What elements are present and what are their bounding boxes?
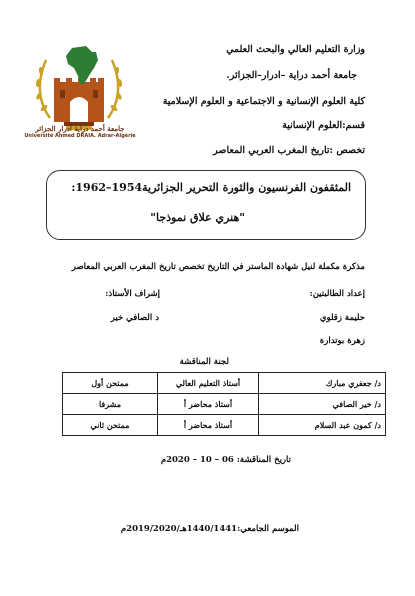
thesis-description: مذكرة مكملة لنيل شهادة الماستر في التاريخ تخصص تاريخ المغرب العربي المعاصر: [71, 262, 365, 272]
committee-member-role: مشرفا: [63, 394, 158, 415]
committee-member-rank: أستاذ محاضر أ: [158, 415, 259, 436]
table-row: [63, 415, 386, 436]
committee-member-name: د/ جعفري مبارك: [259, 373, 386, 394]
logo-name-arabic: جامعة أحمد دراية أدرار الجزائر: [35, 124, 125, 133]
thesis-title-box: [46, 170, 366, 240]
specialty-name: تخصص :تاريخ المغرب العربي المعاصر: [213, 145, 365, 156]
students-label: إعداد الطالبتين:: [309, 289, 365, 299]
committee-member-role: ممتحن أول: [63, 373, 158, 394]
ministry-name: وزارة التعليم العالي والبحث العلمي: [226, 44, 365, 55]
committee-member-name: د/ كمون عبد السلام: [259, 415, 386, 436]
supervisor-name: د الصافي خير: [110, 313, 159, 323]
supervisor-label: إشراف الأستاذ:: [105, 289, 160, 299]
academic-year: الموسم الجامعي:1440/1441هـ/2019/2020م: [120, 524, 299, 534]
table-row: [63, 373, 386, 394]
logo-name-french: Université Ahmed DRAIA. Adrar-Algérie: [24, 133, 136, 139]
defense-date: تاريخ المناقشة: 06 – 10 – 2020م: [160, 455, 291, 465]
committee-member-rank: أستاذ محاضر أ: [158, 394, 259, 415]
thesis-title-main: المثقفون الفرنسيون والثورة التحرير الجزائرية1954–1962:: [71, 181, 351, 194]
table-row: [63, 394, 386, 415]
committee-title: لجنة المناقشة: [179, 357, 229, 367]
university-logo-emblem: [20, 38, 138, 134]
department-name: قسم:العلوم الإنسانية: [282, 120, 365, 131]
committee-table: [62, 372, 386, 436]
student-name-1: حليمة زقلوي: [319, 313, 365, 323]
committee-member-role: ممتحن ثاني: [63, 415, 158, 436]
student-name-2: زهرة بوتدارة: [319, 336, 365, 346]
faculty-name: كلية العلوم الإنسانية و الاجتماعية و العلوم الإسلامية: [162, 96, 365, 107]
thesis-title-sub: "هنري علاق نموذجا": [150, 211, 245, 224]
committee-member-name: د/ خير الصافي: [259, 394, 386, 415]
university-name: جامعة أحمد دراية –ادرار–الجزائر.: [226, 70, 357, 81]
university-logo: [20, 38, 138, 134]
committee-member-rank: أستاذ التعليم العالي: [158, 373, 259, 394]
